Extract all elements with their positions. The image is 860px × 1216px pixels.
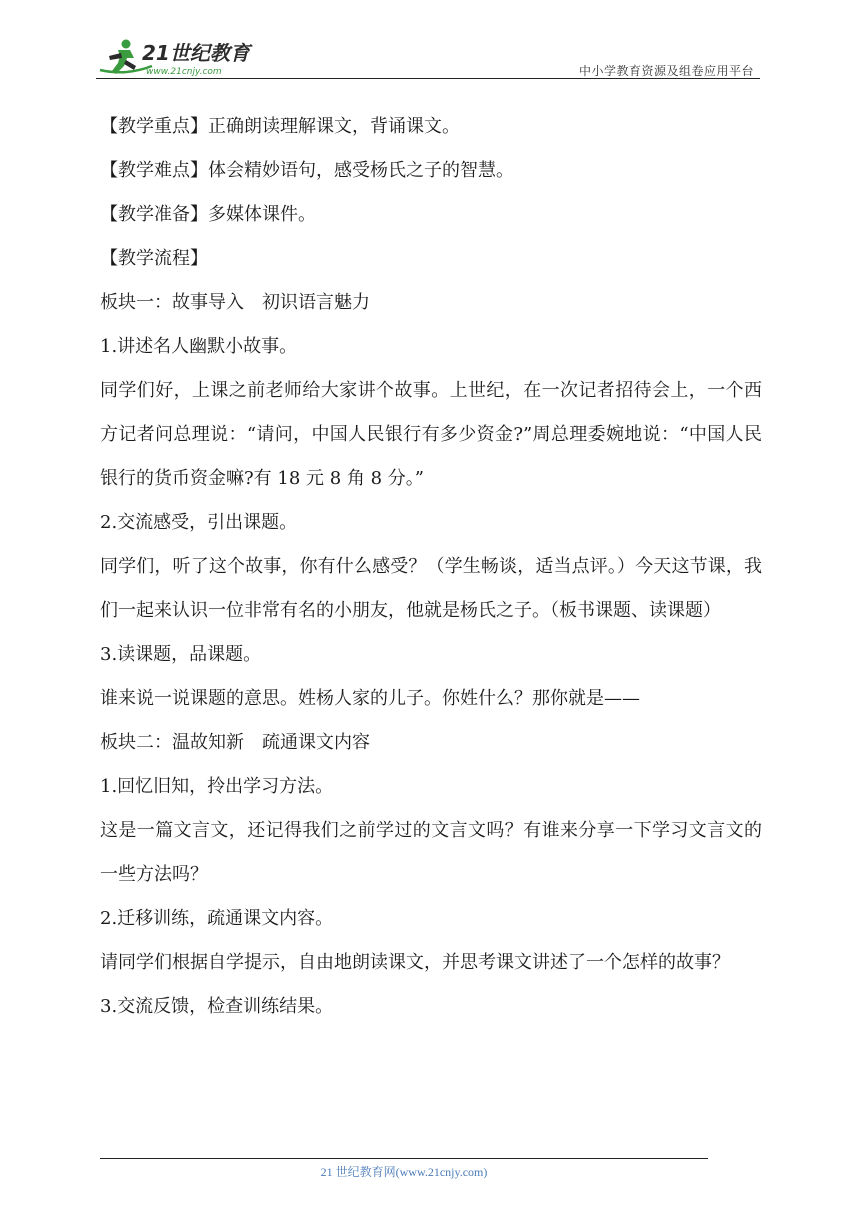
footer-link[interactable]: 21 世纪教育网(www.21cnjy.com)	[320, 1165, 488, 1179]
paragraph: 【教学流程】	[100, 248, 208, 269]
paragraph: 2.迁移训练，疏通课文内容。	[100, 908, 334, 929]
paragraph: 同学们好，上课之前老师给大家讲个故事。上世纪，在一次记者招待会上，一个西方记者问总理说：“请问，中国人民银行有多少资金?”周总理委婉地说：“中国人民银行的货币资金嘛?有 18 元 8 角 8 分。”	[100, 380, 762, 489]
21cnjy-logo	[96, 36, 266, 78]
paragraph: 【教学准备】多媒体课件。	[100, 204, 316, 225]
page-header	[96, 28, 760, 80]
paragraph: 【教学重点】正确朗读理解课文，背诵课文。	[100, 116, 460, 137]
paragraph: 1.讲述名人幽默小故事。	[100, 336, 298, 357]
logo-url: www.21cnjy.com	[146, 67, 222, 77]
paragraph: 3.读课题，品课题。	[100, 644, 262, 665]
paragraph: 【教学难点】体会精妙语句，感受杨氏之子的智慧。	[100, 160, 514, 181]
footer-divider	[100, 1158, 708, 1159]
paragraph: 这是一篇文言文，还记得我们之前学过的文言文吗？有谁来分享一下学习文言文的一些方法吗？	[100, 820, 762, 885]
header-divider	[96, 78, 760, 79]
paragraph: 谁来说一说课题的意思。姓杨人家的儿子。你姓什么？那你就是——	[100, 688, 640, 709]
header-tagline: 中小学教育资源及组卷应用平台	[578, 64, 754, 78]
paragraph: 同学们，听了这个故事，你有什么感受？（学生畅谈，适当点评。）今天这节课，我们一起来认识一位非常有名的小朋友，他就是杨氏之子。（板书课题、读课题）	[100, 556, 762, 621]
paragraph: 请同学们根据自学提示，自由地朗读课文，并思考课文讲述了一个怎样的故事？	[100, 952, 730, 973]
section-heading: 板块一：故事导入 初识语言魅力	[100, 292, 370, 313]
logo-text: 21世纪教育	[142, 41, 250, 65]
paragraph: 1.回忆旧知，拎出学习方法。	[100, 776, 334, 797]
paragraph: 2.交流感受，引出课题。	[100, 512, 298, 533]
section-heading: 板块二：温故知新 疏通课文内容	[100, 732, 370, 753]
paragraph: 3.交流反馈，检查训练结果。	[100, 996, 334, 1017]
document-body	[100, 105, 762, 1029]
